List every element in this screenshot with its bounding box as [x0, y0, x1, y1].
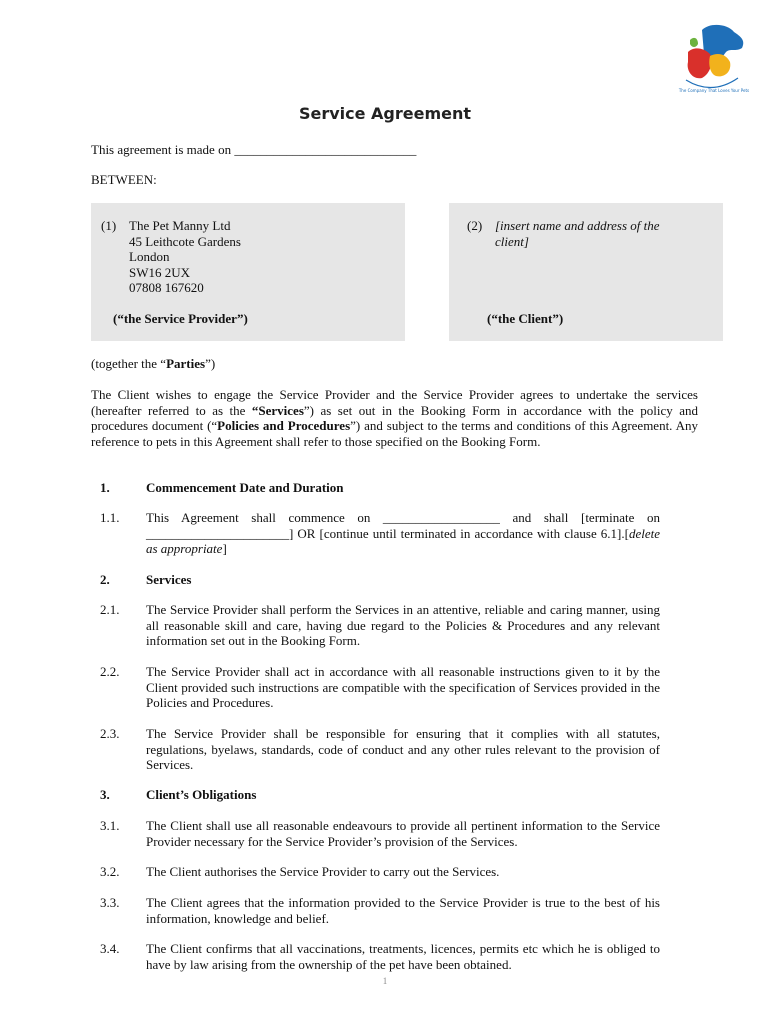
logo-tagline: The Company That Loves Your Pets	[678, 88, 750, 93]
preamble-text: ”) and subject to the terms and conditions of this Agreement. Any reference to pets in this Agreement shall refer to those specified on the Booking Form.	[91, 418, 698, 449]
section-heading: Services	[146, 572, 192, 587]
clause-text: The Client authorises the Service Provider to carry out the Services.	[146, 864, 500, 879]
party2-label: (“the Client”)	[487, 311, 564, 326]
section-number: 2.	[100, 572, 110, 587]
party1-label: (“the Service Provider”)	[113, 311, 248, 326]
parties-text: ”)	[205, 356, 216, 371]
party1-address-line: London	[129, 249, 170, 264]
clause-text-part: ]	[222, 541, 227, 556]
clause-text: The Client shall use all reasonable endeavours to provide all pertinent information to the Service Provider necessary for the Service Provider’s provision of the Services.	[146, 818, 660, 849]
company-logo	[680, 22, 748, 94]
party1-address-line: 45 Leithcote Gardens	[129, 233, 241, 249]
clause-text: The Service Provider shall act in accordance with all reasonable instructions given to it by the Client provided such instructions are compatible with the specification of Services provided in the Policies and Procedures.	[146, 664, 660, 710]
between-label: BETWEEN:	[91, 172, 157, 187]
services-term: “Services	[251, 402, 304, 418]
section-heading: Client’s Obligations	[146, 787, 257, 802]
clause-number: 2.2.	[100, 664, 120, 679]
clause-number: 2.3.	[100, 726, 120, 741]
section-number: 1.	[100, 480, 110, 495]
party1-address	[129, 218, 241, 296]
clause-number: 3.1.	[100, 818, 120, 833]
preamble-text: The Client wishes to engage the Service Provider and the Service Provider agrees to undertake the services (hereafter referred to as the	[91, 387, 698, 418]
clause-text: The Client confirms that all vaccinations, treatments, licences, permits etc which he is obliged to have by law arising from the ownership of the pet have been obtained.	[146, 941, 660, 972]
clause-number: 2.1.	[100, 602, 120, 617]
party1-number: (1)	[101, 218, 117, 233]
preamble-paragraph	[91, 387, 698, 449]
clause-text: The Client agrees that the information provided to the Service Provider is true to the best of his information, knowledge and belief.	[146, 895, 660, 926]
preamble-text: ”) as set out in the Booking Form in accordance with the policy and procedures document (“	[91, 402, 698, 433]
party2-number: (2)	[467, 218, 483, 233]
party1-address-line: 07808 167620	[129, 280, 204, 295]
clause-text-part: This Agreement shall commence on __________________ and shall [terminate on ______________________] OR [continue until terminated in accordance with clause 6.1].[	[146, 510, 660, 541]
clause-number: 1.1.	[100, 510, 120, 525]
party1-address-line: SW16 2UX	[129, 264, 191, 280]
agreement-date-line: This agreement is made on ____________________________	[91, 142, 417, 157]
section-heading: Commencement Date and Duration	[146, 480, 344, 495]
parties-term: Parties	[166, 356, 206, 371]
party2-address-line: [insert name and address of the	[495, 218, 660, 233]
pet-logo-icon	[680, 22, 748, 94]
clause-number: 3.4.	[100, 941, 120, 956]
clause-instruction: delete as appropriate	[146, 525, 660, 556]
clause-number: 3.2.	[100, 864, 120, 879]
section-number: 3.	[100, 787, 110, 802]
clause-text	[146, 510, 660, 557]
clause-text: The Service Provider shall be responsible for ensuring that it complies with all statutes, regulations, byelaws, standards, code of conduct and any other rules relevant to the provision of Services.	[146, 726, 660, 772]
parties-definition	[91, 356, 215, 372]
party2-address	[495, 218, 660, 249]
policies-term: Policies and Procedures	[217, 418, 351, 433]
clause-text: The Service Provider shall perform the Services in an attentive, reliable and caring manner, using all reasonable skill and care, having due regard to the Policies & Procedures and any relevant information set out in the Booking Form.	[146, 602, 660, 648]
party1-address-line: The Pet Manny Ltd	[129, 218, 231, 233]
document-title: Service Agreement	[298, 104, 472, 123]
page-number: 1	[382, 976, 388, 986]
parties-text: (together the “	[91, 356, 167, 371]
clause-number: 3.3.	[100, 895, 120, 910]
party2-address-line: client]	[495, 233, 529, 249]
